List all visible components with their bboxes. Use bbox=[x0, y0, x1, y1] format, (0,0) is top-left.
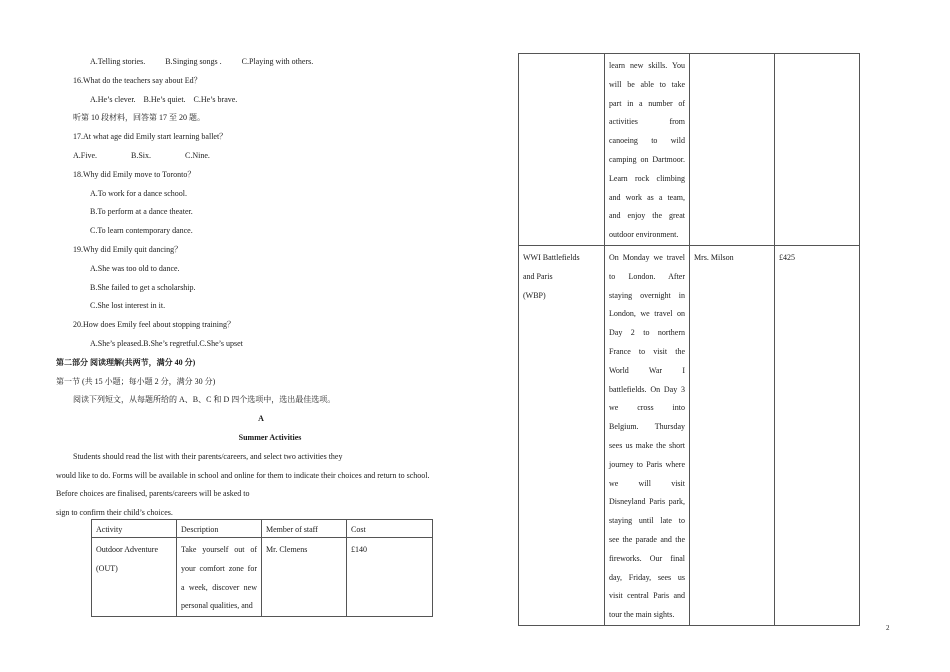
cell-line: (OUT) bbox=[96, 563, 118, 573]
cell-line: World War I bbox=[609, 365, 685, 375]
cell-line: a week, discover new bbox=[181, 582, 257, 592]
cell-line: visit central Paris and bbox=[609, 591, 685, 601]
row1-activity bbox=[519, 54, 605, 246]
cell-line: to London. After bbox=[609, 271, 685, 281]
out-staff: Mr. Clemens bbox=[262, 538, 347, 617]
out-description bbox=[177, 538, 262, 617]
question-line: 听第 10 段材料，回答第 17 至 20 题。 bbox=[73, 113, 205, 123]
intro-line: would like to do. Forms will be available in school and online for them to indicate their choices and return to school. bbox=[56, 470, 430, 480]
cell-line: Learn rock climbing bbox=[609, 173, 685, 183]
cell-line: part in a number of bbox=[609, 98, 685, 108]
cell-line: we cross into bbox=[609, 403, 685, 413]
cell-line: and Paris bbox=[523, 271, 553, 281]
cell-line: London, we travel on bbox=[609, 309, 685, 319]
cell-line: France to visit the bbox=[609, 346, 685, 356]
cell-line: (WBP) bbox=[523, 290, 546, 300]
cell-line: tour the main sights. bbox=[609, 610, 675, 620]
question-line: 20.How does Emily feel about stopping training？ bbox=[73, 320, 235, 330]
cell-line: journey to Paris where bbox=[609, 459, 685, 469]
passage-title: Summer Activities bbox=[238, 433, 302, 442]
out-activity bbox=[92, 538, 177, 617]
wbp-description bbox=[605, 245, 690, 625]
option-line: A.She was too old to dance. bbox=[90, 263, 180, 273]
wbp-cost: £425 bbox=[775, 245, 860, 625]
header-staff: Member of staff bbox=[262, 520, 347, 538]
cell-line: activities from bbox=[609, 117, 685, 127]
option-line: A.To work for a dance school. bbox=[90, 188, 187, 198]
instruction-text: 阅读下列短文，从每题所给的 A、B、C 和 D 四个选项中，选出最佳选项。 bbox=[73, 395, 336, 405]
cell-line: Disneyland Paris park, bbox=[609, 497, 685, 507]
cell-line: battlefields. On Day 3 bbox=[609, 384, 685, 394]
cell-line: sees us make the short bbox=[609, 440, 685, 450]
cell-line: Outdoor Adventure bbox=[96, 545, 158, 554]
section-subtitle: 第一节 (共 15 小题；每小题 2 分，满分 30 分) bbox=[56, 376, 216, 386]
section-title: 第二部分 阅读理解(共两节，满分 40 分) bbox=[56, 357, 196, 367]
question-line: 18.Why did Emily move to Toronto？ bbox=[73, 169, 196, 179]
cell-line: Belgium. Thursday bbox=[609, 422, 685, 432]
option-line: A.He’s clever. B.He’s quiet. C.He’s brave. bbox=[90, 94, 238, 104]
intro-line: Students should read the list with their parents/careers, and select two activities they bbox=[73, 451, 343, 461]
header-description: Description bbox=[177, 520, 262, 538]
row1-description bbox=[605, 54, 690, 246]
cell-line: see the parade and the bbox=[609, 534, 685, 544]
cell-line: camping on Dartmoor. bbox=[609, 154, 685, 164]
cell-line: your comfort zone for bbox=[181, 563, 257, 573]
cell-line: staying overnight in bbox=[609, 290, 685, 300]
header-cost: Cost bbox=[347, 520, 433, 538]
cell-line: canoeing to wild bbox=[609, 136, 685, 146]
cell-line: we will visit bbox=[609, 478, 685, 488]
cell-line: learn new skills. You bbox=[609, 61, 685, 70]
wbp-activity bbox=[519, 245, 605, 625]
option-line: B.She failed to get a scholarship. bbox=[90, 282, 196, 292]
cell-line: and enjoy the great bbox=[609, 211, 685, 221]
cell-line: outdoor environment. bbox=[609, 230, 679, 240]
intro-line: sign to confirm their child’s choices. bbox=[56, 508, 173, 518]
wbp-staff: Mrs. Milson bbox=[690, 245, 775, 625]
intro-line: Before choices are finalised, parents/careers will be asked to bbox=[56, 489, 250, 499]
passage-letter: A bbox=[258, 414, 264, 424]
cell-line: fireworks. Our final bbox=[609, 553, 685, 563]
cell-line: On Monday we travel bbox=[609, 252, 685, 262]
activities-table-right bbox=[518, 53, 860, 626]
cell-line: personal qualities, and bbox=[181, 601, 253, 611]
cell-line: will be able to take bbox=[609, 79, 685, 89]
option-line: C.To learn contemporary dance. bbox=[90, 226, 193, 236]
question-line: 19.Why did Emily quit dancing？ bbox=[73, 245, 183, 254]
question-line: 17.At what age did Emily start learning ballet？ bbox=[73, 132, 228, 142]
option-line: A.She’s pleased.B.She’s regretful.C.She’s upset bbox=[90, 339, 243, 348]
cell-line: Take yourself out of bbox=[181, 545, 257, 554]
option-line: A.Five. B.Six. C.Nine. bbox=[73, 151, 210, 160]
option-line: A.Telling stories. B.Singing songs . C.Playing with others. bbox=[90, 57, 314, 66]
question-line: 16.What do the teachers say about Ed？ bbox=[73, 75, 202, 85]
cell-line: and work as a team, bbox=[609, 192, 685, 202]
row1-cost bbox=[775, 54, 860, 246]
out-cost: £140 bbox=[347, 538, 433, 617]
cell-line: staying until late to bbox=[609, 516, 685, 526]
cell-line: WWI Battlefields bbox=[523, 252, 580, 262]
cell-line: Day 2 to northern bbox=[609, 328, 685, 338]
header-activity: Activity bbox=[92, 520, 177, 538]
option-line: B.To perform at a dance theater. bbox=[90, 207, 193, 217]
option-line: C.She lost interest in it. bbox=[90, 301, 166, 311]
activities-table-left bbox=[91, 519, 433, 617]
row1-staff bbox=[690, 54, 775, 246]
page-number: 2 bbox=[886, 624, 890, 632]
cell-line: day, Friday, sees us bbox=[609, 572, 685, 582]
